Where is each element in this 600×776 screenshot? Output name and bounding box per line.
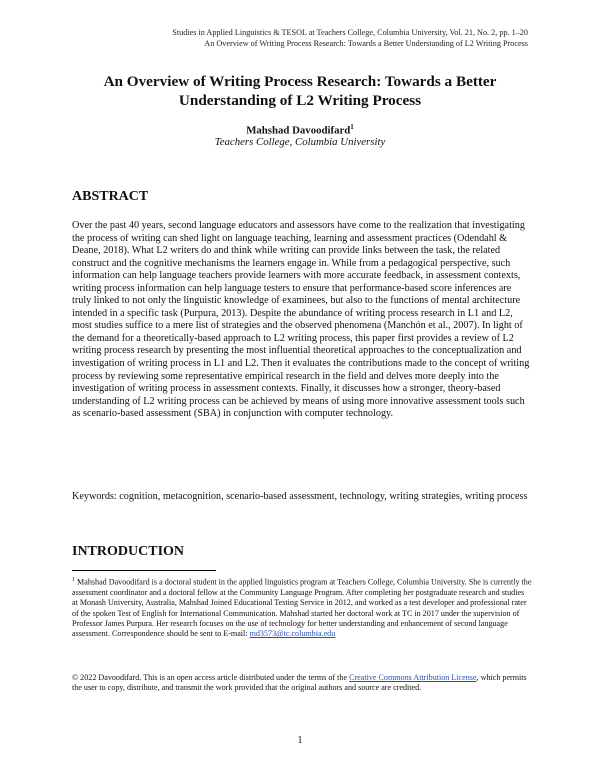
journal-line: Studies in Applied Linguistics & TESOL at Teachers College, Columbia University, Vol. 21, No. 2, pp. 1–20 <box>172 28 528 37</box>
license-text-before: © 2022 Davoodifard. This is an open access article distributed under the terms of the <box>72 673 348 682</box>
paper-title: An Overview of Writing Process Research: Towards a Better Understanding of L2 Writing Process <box>103 73 497 109</box>
page-number: 1 <box>297 735 303 746</box>
author-footnote-mark[interactable]: 1 <box>350 123 354 131</box>
running-header <box>172 28 528 49</box>
license-link[interactable]: Creative Commons Attribution License <box>349 673 477 682</box>
affiliation: Teachers College, Columbia University <box>214 136 386 148</box>
footnote-text: Mahshad Davoodifard is a doctoral student in the applied linguistics program at Teachers College, Columbia University. She is currently the assessment coordinator and a doctoral fellow at the Community Language Program. After completing her postgraduate research and studies at Monash University, Australia, Mahshad Joined Educational Testing Service in 2012, and worked as a test developer and professional rater of the spoken Test of English for International Communication. Mahshad started her doctoral work at TC in 2017 under the supervision of Professor James Purpura. Her research focuses on the use of technology for better understanding and enhancement of second language assessment. Correspondence should be sent to E-mail: <box>72 577 532 639</box>
license-notice <box>72 673 532 694</box>
license-text-after: , which permits the user to copy, distribute, and transmit the work provided that the original authors and source are credited. <box>72 673 527 693</box>
abstract-heading: ABSTRACT <box>72 189 149 204</box>
keywords: Keywords: cognition, metacognition, scenario-based assessment, technology, writing strategies, writing process <box>72 491 528 502</box>
author-footnote <box>72 575 532 639</box>
author-name: Mahshad Davoodifard <box>246 124 351 137</box>
footnote-mark: 1 <box>72 577 75 583</box>
introduction-heading: INTRODUCTION <box>72 544 185 559</box>
abstract-body: Over the past 40 years, second language educators and assessors have come to the realization that investigating the process of writing can shed light on language teaching, learning and assessment practices (Odendahl & Deane, 2018). What L2 writers do and think while writing can provide links between the task, the related construct and the cognitive mechanisms the learners engage in. While from a pedagogical perspective, such information can help language teachers provide learners with more accurate feedback, in assessment contexts, writing process information can help language testers to ensure that performance-based score inferences are truly linked to not only the linguistic knowledge of examinees, but also to the functions of mental architecture intended in a specific task (Purpura, 2013). Despite the abundance of writing process research in L1 and L2, most studies suffice to a mere list of strategies and the observed phenomena (Manchón et al., 2007). In light of the demand for a theoretically-based approach to L2 writing process, this paper first provides a review of L2 writing process research by presenting the most influential theoretical approaches to the conceptualization and investigation of writing process in L1 and L2. Then it evaluates the contributions made to the concept of writing process by reviewing some representative empirical research in the field and delves more deeply into the investigation of writing process in assessment contexts. Finally, it discusses how a stronger, theory-based understanding of L2 writing process can be achieved by means of using more innovative assessment tools such as scenario-based assessment (SBA) in conjunction with computer technology. <box>72 220 530 420</box>
email-link[interactable]: md3573@tc.columbia.edu <box>249 629 336 639</box>
running-short-title: An Overview of Writing Process Research: Towards a Better Understanding of L2 Writing Process <box>204 38 528 48</box>
footnote-divider <box>72 570 216 571</box>
